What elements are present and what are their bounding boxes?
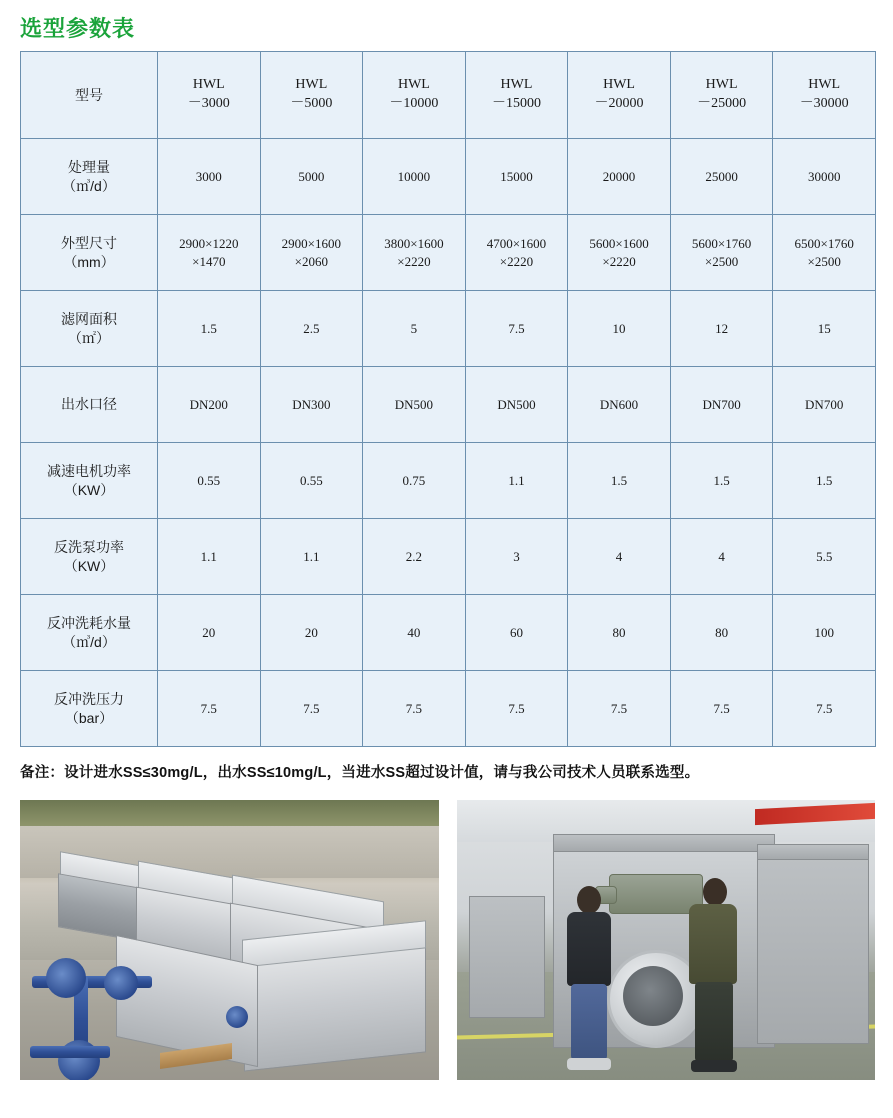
- cell-4-5-line1: 1.5: [713, 472, 730, 488]
- photo2-person-left: [561, 886, 617, 1076]
- cell-3-6: [773, 367, 876, 443]
- cell-0-2-line1: 10000: [397, 168, 431, 184]
- cell-7-2-line1: 7.5: [405, 700, 423, 716]
- cell-6-2-line1: 40: [407, 624, 421, 640]
- cell-1-3-line1: 4700×1600: [486, 235, 547, 251]
- cell-6-3: [465, 595, 568, 671]
- row-label-7: [21, 671, 158, 747]
- cell-4-6-line1: 1.5: [816, 472, 833, 488]
- header-model-3-line1: HWL: [500, 77, 533, 93]
- cell-0-4-line1: 20000: [602, 168, 636, 184]
- cell-5-2: [363, 519, 466, 595]
- cell-5-1-line1: 1.1: [303, 548, 320, 564]
- cell-7-2: [363, 671, 466, 747]
- table-row: [21, 139, 876, 215]
- cell-3-4: [568, 367, 671, 443]
- cell-3-4-line1: DN600: [599, 396, 639, 412]
- table-note: 备注：设计进水SS≤30mg/L，出水SS≤10mg/L，当进水SS超过设计值，请与我公司技术人员联系选型。: [20, 765, 700, 781]
- specification-table: [20, 51, 876, 747]
- cell-3-6-line1: DN700: [805, 396, 844, 412]
- cell-4-3: [465, 443, 568, 519]
- table-body: [21, 139, 876, 747]
- cell-5-0-line1: 1.1: [200, 548, 217, 564]
- cell-3-0-line1: DN200: [189, 396, 228, 412]
- cell-1-4-line1: 5600×1600: [589, 235, 649, 251]
- cell-3-5-line1: DN700: [702, 396, 741, 412]
- row-label-1: [21, 215, 158, 291]
- row-label-1-line1: 外型尺寸: [61, 234, 117, 251]
- photo-gallery: [20, 800, 875, 1080]
- photo2-manway-opening: [623, 966, 683, 1026]
- table-row: [21, 443, 876, 519]
- indoor-unit-with-technicians-photo: [457, 800, 876, 1080]
- row-label-0-line2: （㎥/d）: [62, 177, 116, 194]
- cell-4-0-line1: 0.55: [197, 472, 221, 488]
- row-label-2-line1: 滤网面积: [61, 310, 117, 327]
- cell-3-3-line1: DN500: [497, 396, 536, 412]
- cell-5-6: [773, 519, 876, 595]
- cell-4-1-line1: 0.55: [299, 472, 323, 488]
- row-label-7-line1: 反冲洗压力: [54, 690, 124, 707]
- header-cell-model-label: 型号: [21, 52, 158, 139]
- cell-6-4-line1: 80: [612, 624, 626, 640]
- header-model-5-line1: HWL: [705, 77, 738, 93]
- table-row: [21, 519, 876, 595]
- cell-7-0: [158, 671, 261, 747]
- cell-7-3-line1: 7.5: [508, 700, 525, 716]
- cell-4-5: [670, 443, 773, 519]
- cell-7-5: [670, 671, 773, 747]
- table-row: [21, 595, 876, 671]
- header-model-0-line1: HWL: [192, 77, 225, 93]
- photo2-person-right-legs: [695, 982, 733, 1062]
- row-label-5-line2: （KW）: [63, 557, 115, 574]
- header-cell-model-2: [363, 52, 466, 139]
- table-header-row: [21, 52, 876, 139]
- cell-6-6-line1: 100: [814, 624, 834, 640]
- header-model-2-line2: －10000: [389, 96, 439, 111]
- cell-1-2-line1: 3800×1600: [384, 235, 444, 251]
- header-model-6-line1: HWL: [808, 77, 841, 93]
- header-model-1-line1: HWL: [295, 77, 328, 93]
- cell-2-4-line1: 10: [612, 320, 626, 336]
- cell-0-3: [465, 139, 568, 215]
- cell-0-0-line1: 3000: [195, 168, 222, 184]
- photo1-valve-flange-2: [104, 966, 138, 1000]
- cell-6-5-line1: 80: [715, 624, 729, 640]
- cell-7-1: [260, 671, 363, 747]
- row-label-6-line2: （㎥/d）: [62, 633, 116, 650]
- photo2-person-right-head: [703, 878, 727, 906]
- photo1-pipe-lower: [30, 1046, 110, 1058]
- cell-1-6-line1: 6500×1760: [794, 235, 854, 251]
- cell-1-1-line1: 2900×1600: [281, 235, 342, 251]
- cell-5-2-line1: 2.2: [405, 548, 423, 564]
- photo2-person-right-shoes: [691, 1060, 737, 1072]
- cell-1-4-line2: ×2220: [602, 253, 636, 269]
- cell-5-3-line1: 3: [513, 548, 520, 564]
- cell-4-6: [773, 443, 876, 519]
- header-model-4-line2: －20000: [594, 96, 644, 111]
- header-cell-model-6: [773, 52, 876, 139]
- cell-6-4: [568, 595, 671, 671]
- cell-4-4-line1: 1.5: [610, 472, 628, 488]
- row-label-6-line1: 反冲洗耗水量: [47, 614, 131, 631]
- photo1-nozzle: [226, 1006, 248, 1028]
- cell-2-3-line1: 7.5: [508, 320, 525, 336]
- cell-3-5: [670, 367, 773, 443]
- cell-5-4-line1: 4: [615, 548, 623, 564]
- photo2-secondary-tank: [757, 856, 869, 1044]
- header-cell-model-3: [465, 52, 568, 139]
- cell-0-4: [568, 139, 671, 215]
- cell-1-1: [260, 215, 363, 291]
- header-cell-model-1: [260, 52, 363, 139]
- row-label-1-line2: （mm）: [63, 253, 115, 270]
- row-label-2: [21, 291, 158, 367]
- cell-2-0-line1: 1.5: [200, 320, 217, 336]
- cell-3-2-line1: DN500: [394, 396, 434, 412]
- header-model-3-line2: －15000: [491, 96, 541, 111]
- cell-2-5: [670, 291, 773, 367]
- photo2-person-left-shoes: [567, 1058, 611, 1070]
- cell-0-1-line1: 5000: [298, 168, 325, 184]
- cell-6-1: [260, 595, 363, 671]
- cell-7-6-line1: 7.5: [816, 700, 833, 716]
- cell-1-3-line2: ×2220: [499, 253, 534, 269]
- cell-2-2: [363, 291, 466, 367]
- cell-0-1: [260, 139, 363, 215]
- cell-1-2: [363, 215, 466, 291]
- cell-4-1: [260, 443, 363, 519]
- header-cell-model-5: [670, 52, 773, 139]
- cell-3-1-line1: DN300: [292, 396, 331, 412]
- cell-4-4: [568, 443, 671, 519]
- cell-0-0: [158, 139, 261, 215]
- cell-7-1-line1: 7.5: [303, 700, 320, 716]
- cell-1-5-line2: ×2500: [704, 253, 739, 269]
- cell-0-3-line1: 15000: [500, 168, 533, 184]
- row-label-3: [21, 367, 158, 443]
- photo2-person-right: [685, 878, 743, 1078]
- cell-1-4: [568, 215, 671, 291]
- cell-6-1-line1: 20: [304, 624, 318, 640]
- cell-1-6: [773, 215, 876, 291]
- cell-1-0-line2: ×1470: [192, 253, 226, 269]
- cell-1-5-line1: 5600×1760: [691, 235, 752, 251]
- cell-2-5-line1: 12: [715, 320, 729, 336]
- cell-2-6-line1: 15: [817, 320, 831, 336]
- row-label-4: [21, 443, 158, 519]
- header-model-0-line2: －3000: [187, 96, 230, 111]
- cell-5-1: [260, 519, 363, 595]
- cell-7-4-line1: 7.5: [610, 700, 628, 716]
- cell-5-3: [465, 519, 568, 595]
- photo2-person-left-torso: [567, 912, 611, 986]
- cell-2-1-line1: 2.5: [303, 320, 320, 336]
- cell-6-0-line1: 20: [202, 624, 216, 640]
- cell-6-3-line1: 60: [509, 624, 523, 640]
- outdoor-filter-units-photo: [20, 800, 439, 1080]
- cell-3-3: [465, 367, 568, 443]
- cell-4-2: [363, 443, 466, 519]
- cell-7-4: [568, 671, 671, 747]
- cell-6-2: [363, 595, 466, 671]
- row-label-3-line1: 出水口径: [61, 396, 117, 413]
- cell-2-4: [568, 291, 671, 367]
- cell-2-0: [158, 291, 261, 367]
- photo2-person-left-legs: [571, 984, 607, 1060]
- row-label-6: [21, 595, 158, 671]
- header-model-1-line2: －5000: [290, 96, 333, 111]
- row-label-0-line1: 处理量: [68, 158, 110, 175]
- cell-0-5: [670, 139, 773, 215]
- photo2-secondary-tank-top: [757, 844, 869, 860]
- table-row: [21, 367, 876, 443]
- cell-5-5-line1: 4: [718, 548, 725, 564]
- cell-7-0-line1: 7.5: [200, 700, 217, 716]
- cell-6-0: [158, 595, 261, 671]
- header-cell-model-4: [568, 52, 671, 139]
- cell-7-3: [465, 671, 568, 747]
- cell-4-2-line1: 0.75: [402, 472, 426, 488]
- row-label-0: [21, 139, 158, 215]
- cell-5-5: [670, 519, 773, 595]
- cell-5-6-line1: 5.5: [816, 548, 833, 564]
- cell-3-2: [363, 367, 466, 443]
- header-cell-model-0: [158, 52, 261, 139]
- table-header: [21, 52, 876, 139]
- cell-1-6-line2: ×2500: [807, 253, 841, 269]
- cell-1-2-line2: ×2220: [397, 253, 431, 269]
- cell-5-0: [158, 519, 261, 595]
- header-model-2-line1: HWL: [397, 77, 430, 93]
- cell-2-3: [465, 291, 568, 367]
- cell-4-0: [158, 443, 261, 519]
- row-label-2-line2: （㎡）: [68, 329, 110, 346]
- cell-1-1-line2: ×2060: [294, 253, 329, 269]
- cell-1-0: [158, 215, 261, 291]
- cell-4-3-line1: 1.1: [508, 472, 525, 488]
- table-row: [21, 291, 876, 367]
- cell-0-5-line1: 25000: [705, 168, 738, 184]
- photo2-tank-top: [553, 834, 775, 852]
- page-title: 选型参数表: [20, 16, 136, 41]
- header-model-5-line2: －25000: [697, 96, 747, 111]
- cell-0-6-line1: 30000: [807, 168, 841, 184]
- cell-7-5-line1: 7.5: [713, 700, 730, 716]
- row-label-5-line1: 反洗泵功率: [54, 538, 124, 555]
- row-label-4-line1: 减速电机功率: [47, 462, 131, 479]
- cell-2-2-line1: 5: [410, 320, 418, 336]
- header-model-6-line2: －30000: [799, 96, 849, 111]
- cell-7-6: [773, 671, 876, 747]
- photo1-valve-flange-1: [46, 958, 86, 998]
- photo2-person-left-head: [577, 886, 601, 914]
- cell-6-5: [670, 595, 773, 671]
- header-model-4-line1: HWL: [603, 77, 635, 93]
- cell-1-5: [670, 215, 773, 291]
- cell-0-2: [363, 139, 466, 215]
- cell-5-4: [568, 519, 671, 595]
- cell-1-0-line1: 2900×1220: [179, 235, 239, 251]
- photo2-left-tank: [469, 896, 545, 1018]
- row-label-4-line2: （KW）: [63, 481, 115, 498]
- row-label-5: [21, 519, 158, 595]
- photo2-person-right-torso: [689, 904, 737, 984]
- cell-2-1: [260, 291, 363, 367]
- cell-2-6: [773, 291, 876, 367]
- table-row: [21, 671, 876, 747]
- cell-3-1: [260, 367, 363, 443]
- table-row: [21, 215, 876, 291]
- cell-1-3: [465, 215, 568, 291]
- cell-3-0: [158, 367, 261, 443]
- row-label-7-line2: （bar）: [64, 709, 114, 726]
- cell-0-6: [773, 139, 876, 215]
- cell-6-6: [773, 595, 876, 671]
